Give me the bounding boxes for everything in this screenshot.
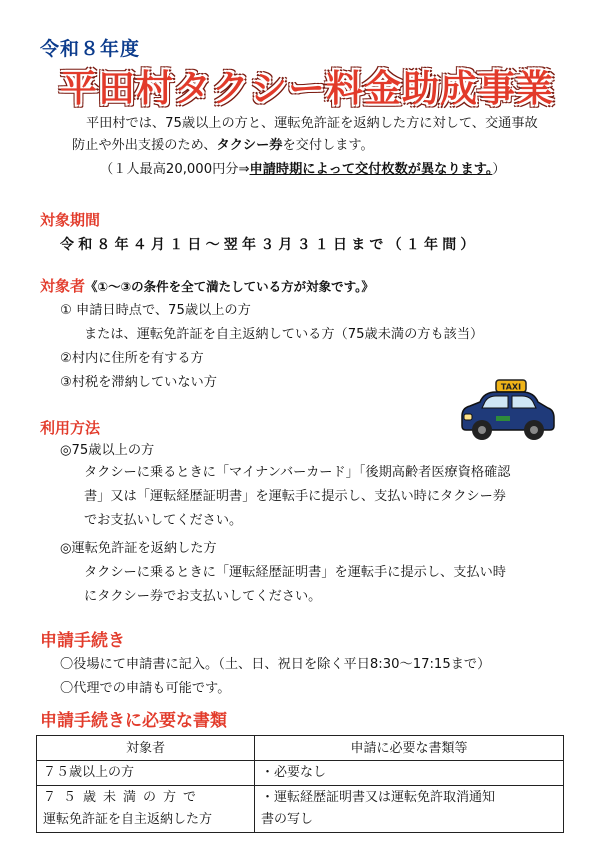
eligibility-heading: 対象者 — [40, 277, 86, 295]
row-target-cell: ７５歳以上の方 — [37, 761, 255, 786]
intro-line-2-pre: 防止や外出支援のため、 — [72, 138, 217, 153]
procedure-item-1: 〇役場にて申請書に記入。（土、日、祝日を除く平日8:30～17:15まで） — [60, 657, 491, 672]
usage-license-line-1: タクシーに乗るときに「運転経歴証明書」を運転手に提示し、支払い時 — [84, 565, 506, 580]
documents-heading: 申請手続きに必要な書類 — [40, 711, 227, 731]
column-header-target: 対象者 — [37, 736, 255, 761]
usage-75plus-line-2: 書」又は「運転経歴証明書」を運転手に提示し、支払い時にタクシー券 — [84, 489, 506, 504]
row-docs-line-2: 書の写し — [261, 812, 314, 827]
period-heading: 対象期間 — [40, 211, 101, 229]
taxi-icon — [460, 378, 556, 444]
note-pre: （１人最高20,000円分⇒ — [100, 162, 250, 177]
intro-line-2 — [72, 135, 542, 157]
usage-75plus-line-3: でお支払いしてください。 — [84, 513, 243, 528]
max-amount-note — [100, 158, 506, 177]
table-row — [37, 761, 564, 786]
usage-sub-license-returned: ◎運転免許証を返納した方 — [60, 541, 217, 556]
table-header-row — [37, 736, 564, 761]
usage-license-line-2: にタクシー券でお支払いしてください。 — [84, 589, 322, 604]
eligibility-condition-note: 《①～③の条件を全て満たしている方が対象です。》 — [85, 279, 374, 294]
row-target-line-1: ７５歳未満の方で — [43, 790, 204, 805]
eligibility-item-2: ②村内に住所を有する方 — [60, 351, 204, 366]
documents-table — [36, 735, 564, 833]
intro-line-2-post: を交付します。 — [282, 138, 374, 153]
procedure-heading: 申請手続き — [40, 631, 125, 651]
usage-sub-75plus: ◎75歳以上の方 — [60, 443, 155, 458]
usage-75plus-line-1: タクシーに乗るときに「マイナンバーカード」「後期高齢者医療資格確認 — [84, 465, 511, 480]
note-emphasis: 申請時期によって交付枚数が異なります。 — [249, 162, 493, 177]
eligibility-item-3: ③村税を滞納していない方 — [60, 375, 217, 390]
eligibility-item-1: ① 申請日時点で、75歳以上の方 — [60, 303, 251, 318]
intro-paragraph — [72, 113, 542, 157]
usage-heading: 利用方法 — [40, 419, 101, 437]
column-header-documents: 申請に必要な書類等 — [255, 736, 564, 761]
intro-line-1: 平田村では、75歳以上の方と、運転免許証を返納した方に対して、交通事故 — [86, 116, 538, 131]
period-text: 令和８年４月１日～翌年３月３１日まで（１年間） — [60, 237, 479, 253]
row-target-cell — [37, 786, 255, 833]
eligibility-item-1-alt: または、運転免許証を自主返納している方（75歳未満の方も該当） — [84, 327, 484, 342]
note-post: ） — [492, 162, 506, 177]
row-docs-line-1: ・運転経歴証明書又は運転免許取消通知 — [261, 790, 496, 805]
taxi-sign-text: TAXI — [500, 382, 522, 392]
procedure-item-2: 〇代理での申請も可能です。 — [60, 681, 231, 696]
row-docs-cell — [255, 786, 564, 833]
eligibility-header — [40, 275, 374, 296]
row-target-line-2: 運転免許証を自主返納した方 — [43, 812, 213, 827]
taxi-ticket-emphasis: タクシー券 — [216, 138, 283, 153]
table-row — [37, 786, 564, 833]
row-docs-cell: ・必要なし — [255, 761, 564, 786]
page-title: 平田村タクシー料金助成事業 — [60, 67, 554, 110]
fiscal-year-label: 令和８年度 — [40, 38, 141, 60]
